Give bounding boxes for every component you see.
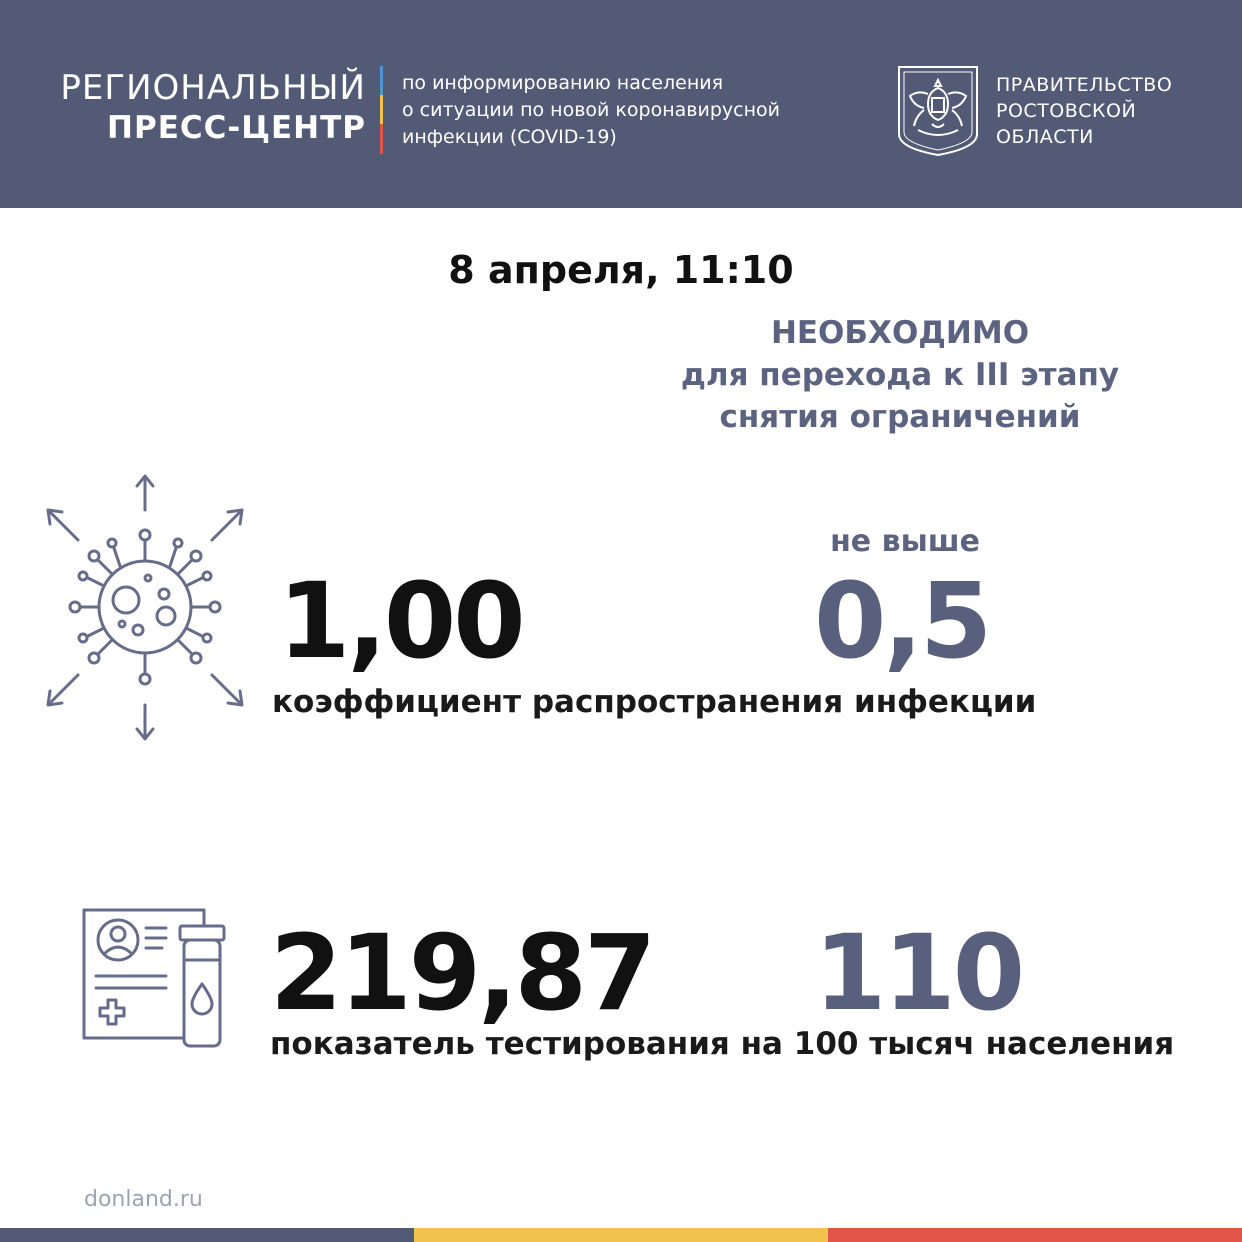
- footer-bar-yellow: [414, 1228, 828, 1242]
- testing-rate-threshold: 110: [814, 912, 1023, 1034]
- gov-line: РОСТОВСКОЙ: [996, 100, 1137, 122]
- gov-line: ОБЛАСТИ: [996, 126, 1094, 148]
- government-name: [996, 72, 1172, 150]
- requirement-line: для перехода к III этапу: [680, 357, 1120, 393]
- testing-rate-value: 219,87: [270, 912, 654, 1034]
- requirement-line: снятия ограничений: [719, 399, 1081, 435]
- report-date: 8 апреля, 11:10: [448, 248, 794, 292]
- testing-rate-label: показатель тестирования на 100 тысяч населения: [270, 1026, 1175, 1062]
- brand-title-line1: РЕГИОНАЛЬНЫЙ: [60, 68, 366, 108]
- gov-line: ПРАВИТЕЛЬСТВО: [996, 74, 1173, 96]
- virus-spread-icon: [40, 470, 250, 745]
- website-link[interactable]: donland.ru: [84, 1187, 203, 1212]
- press-center-subtitle: [402, 70, 780, 151]
- brand-title-line2: ПРЕСС-ЦЕНТР: [107, 110, 366, 146]
- transmission-rate-threshold: 0,5: [814, 560, 990, 682]
- footer-bar-red: [828, 1228, 1242, 1242]
- requirement-heading: [640, 312, 1160, 438]
- header-banner: [0, 0, 1242, 208]
- rostov-coat-of-arms-icon: [896, 64, 980, 158]
- medical-test-icon: [82, 904, 232, 1054]
- tricolor-divider: [380, 66, 383, 154]
- subtitle-line: о ситуации по новой коронавирусной: [402, 99, 780, 121]
- subtitle-line: по информированию населения: [402, 72, 724, 94]
- threshold-prefix: не выше: [830, 524, 980, 559]
- subtitle-line: инфекции (COVID-19): [402, 126, 617, 148]
- requirement-line: НЕОБХОДИМО: [770, 315, 1030, 351]
- footer-bar-slate: [0, 1228, 414, 1242]
- transmission-rate-value: 1,00: [278, 560, 523, 682]
- transmission-rate-label: коэффициент распространения инфекции: [272, 684, 1037, 720]
